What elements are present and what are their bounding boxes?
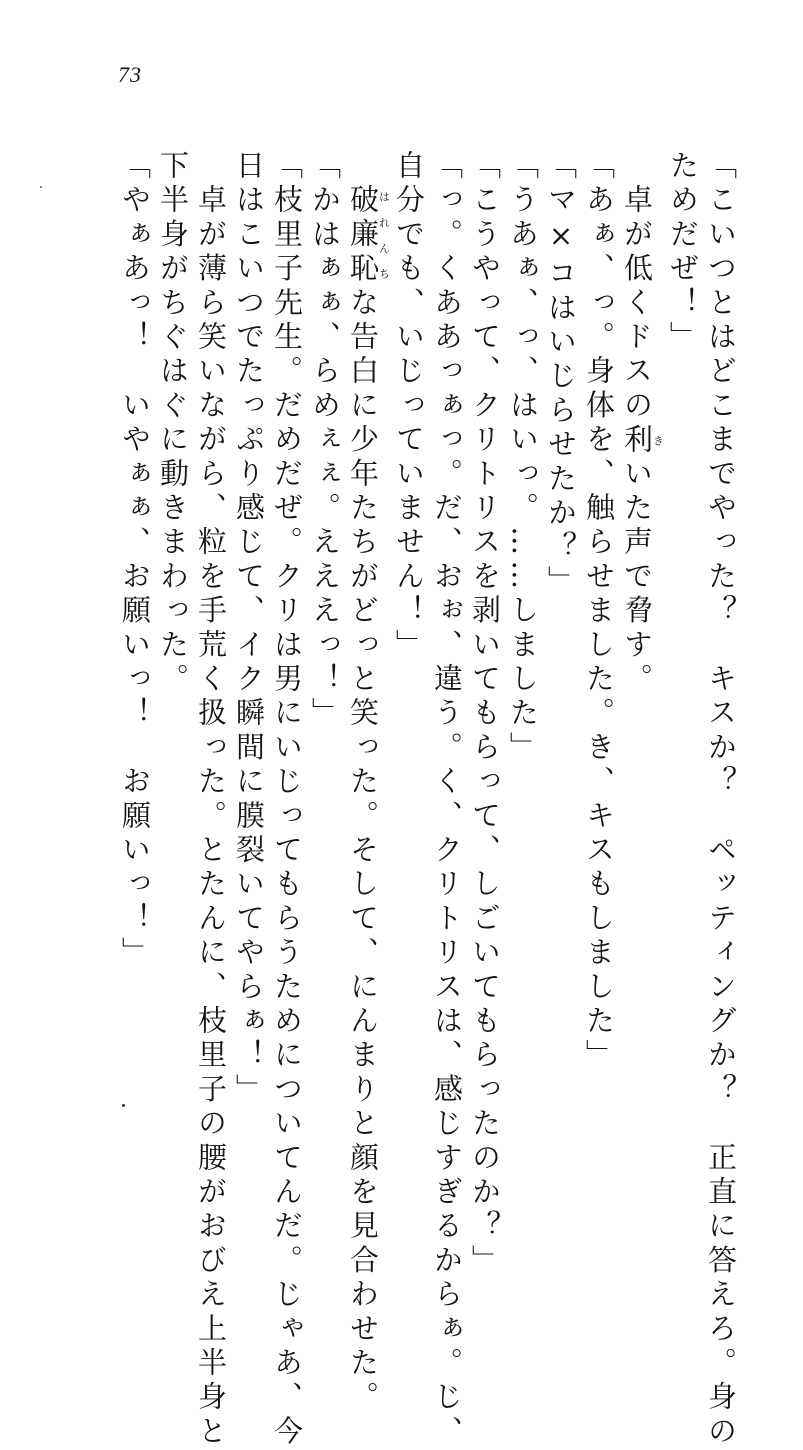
- text-line: 「枝里子先生。だめだぜ。クリは男にいじってもらうためについてんだ。じゃあ、今: [270, 150, 304, 1450]
- furigana-reading: き: [651, 423, 665, 458]
- text-line: 「こいつとはどこまでやった？ キスか？ ペッティングか？ 正直に答えろ。身の: [704, 150, 738, 1450]
- novel-text-block: [80, 150, 740, 1450]
- text-line: 自分でも、いじっていません！」: [392, 150, 426, 663]
- text-line: 「っ。くああっぁっ。だ、おぉ、違う。く、クリトリスは、感じすぎるからぁ。じ、: [430, 150, 464, 1450]
- furigana-reading: はれんち: [377, 184, 391, 287]
- furigana-ruby: 破廉恥はれんち: [346, 184, 391, 287]
- text-line: ためだぜ！」: [666, 150, 700, 356]
- text-line: 「やぁあっ！ いやぁぁ、お願いっ！ お願いっ！」: [118, 150, 152, 971]
- text-line: 「うあぁ、っ、はいっ。……しました」: [506, 150, 540, 766]
- text-line: 破廉恥はれんちな告白に少年たちがどっと笑った。そして、にんまりと顔を見合わせた。: [346, 184, 391, 1416]
- furigana-ruby: 利き: [620, 423, 665, 458]
- text-line: 「かはぁぁ、らめぇぇ。えええっ！」: [308, 150, 342, 732]
- scan-speck: [40, 186, 42, 188]
- text-line: 日はこいつでたっぷり感じて、イク瞬間に膜裂いてやらぁ！」: [232, 150, 266, 1108]
- text-line: 「マ×コはいじらせたか？」: [544, 150, 578, 600]
- text-line: 下半身がちぐはぐに動きまわった。: [156, 150, 190, 698]
- text-line: 卓が薄ら笑いながら、粒を手荒く扱った。とたんに、枝里子の腰がおびえ上半身と: [194, 150, 228, 1450]
- text-line: 卓が低くドスの利きいた声で脅す。: [620, 150, 665, 698]
- page-number: 73: [118, 62, 142, 87]
- text-line: 「こうやって、クリトリスを剥いてもらって、しごいてもらったのか？」: [468, 150, 502, 1279]
- text-line: 「あぁ、っ。身体を、触らせました。き、キスもしました」: [582, 150, 616, 1074]
